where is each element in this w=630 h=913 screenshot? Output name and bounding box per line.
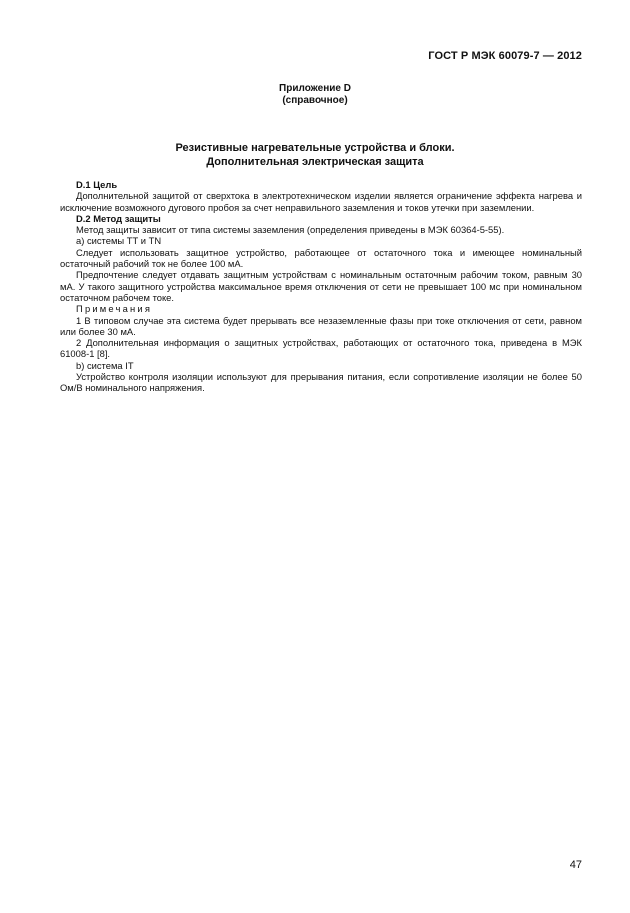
- section-d2-heading: D.2 Метод защиты: [76, 212, 161, 224]
- annex-title: Приложение D: [279, 83, 351, 94]
- item-a-text-1: Следует использовать защитное устройство, работающее от остаточного тока и имеющее номинальный остаточный рабочий ток не более 100 мА.: [60, 246, 582, 270]
- note-2: 2 Дополнительная информация о защитных устройствах, работающих от остаточного тока, приведена в МЭК 61008-1 [8].: [60, 337, 582, 360]
- title-line-1: Резистивные нагревательные устройства и блоки.: [175, 142, 455, 154]
- annex-heading: [0, 83, 630, 107]
- annex-main-title: [0, 141, 630, 169]
- notes-heading: Примечания: [76, 303, 153, 315]
- section-d1-heading: D.1 Цель: [76, 179, 118, 190]
- document-body: [60, 179, 582, 394]
- page-number: 47: [569, 859, 582, 871]
- section-d1-text: Дополнительной защитой от сверхтока в электротехническом изделии является ограничение эффекта нагрева и исключение возможного дугового пробоя за счет неправильного заземления и токов утечки при заземлении.: [60, 190, 582, 213]
- item-a-text-2: Предпочтение следует отдавать защитным устройствам с номинальным остаточным рабочим током, равным 30 мА. У такого защитного устройства максимальное время отключения от сети не превышает 100 мс при номинальном остаточном рабочем токе.: [60, 269, 582, 303]
- note-1: 1 В типовом случае эта система будет прерывать все незаземленные фазы при токе отключения от сети, равном или более 30 мА.: [60, 314, 582, 337]
- section-d2-intro: Метод защиты зависит от типа системы заземления (определения приведены в МЭК 60364-5-55).: [76, 224, 505, 236]
- annex-type: (справочное): [282, 95, 348, 106]
- item-b: b) система IT: [76, 359, 134, 371]
- standard-header: ГОСТ Р МЭК 60079-7 — 2012: [428, 50, 582, 62]
- item-a: a) системы ТТ и TN: [76, 235, 162, 247]
- title-line-2: Дополнительная электрическая защита: [206, 156, 424, 168]
- item-b-text: Устройство контроля изоляции используют для прерывания питания, если сопротивление изоляции не более 50 Ом/В номинального напряжения.: [60, 371, 582, 394]
